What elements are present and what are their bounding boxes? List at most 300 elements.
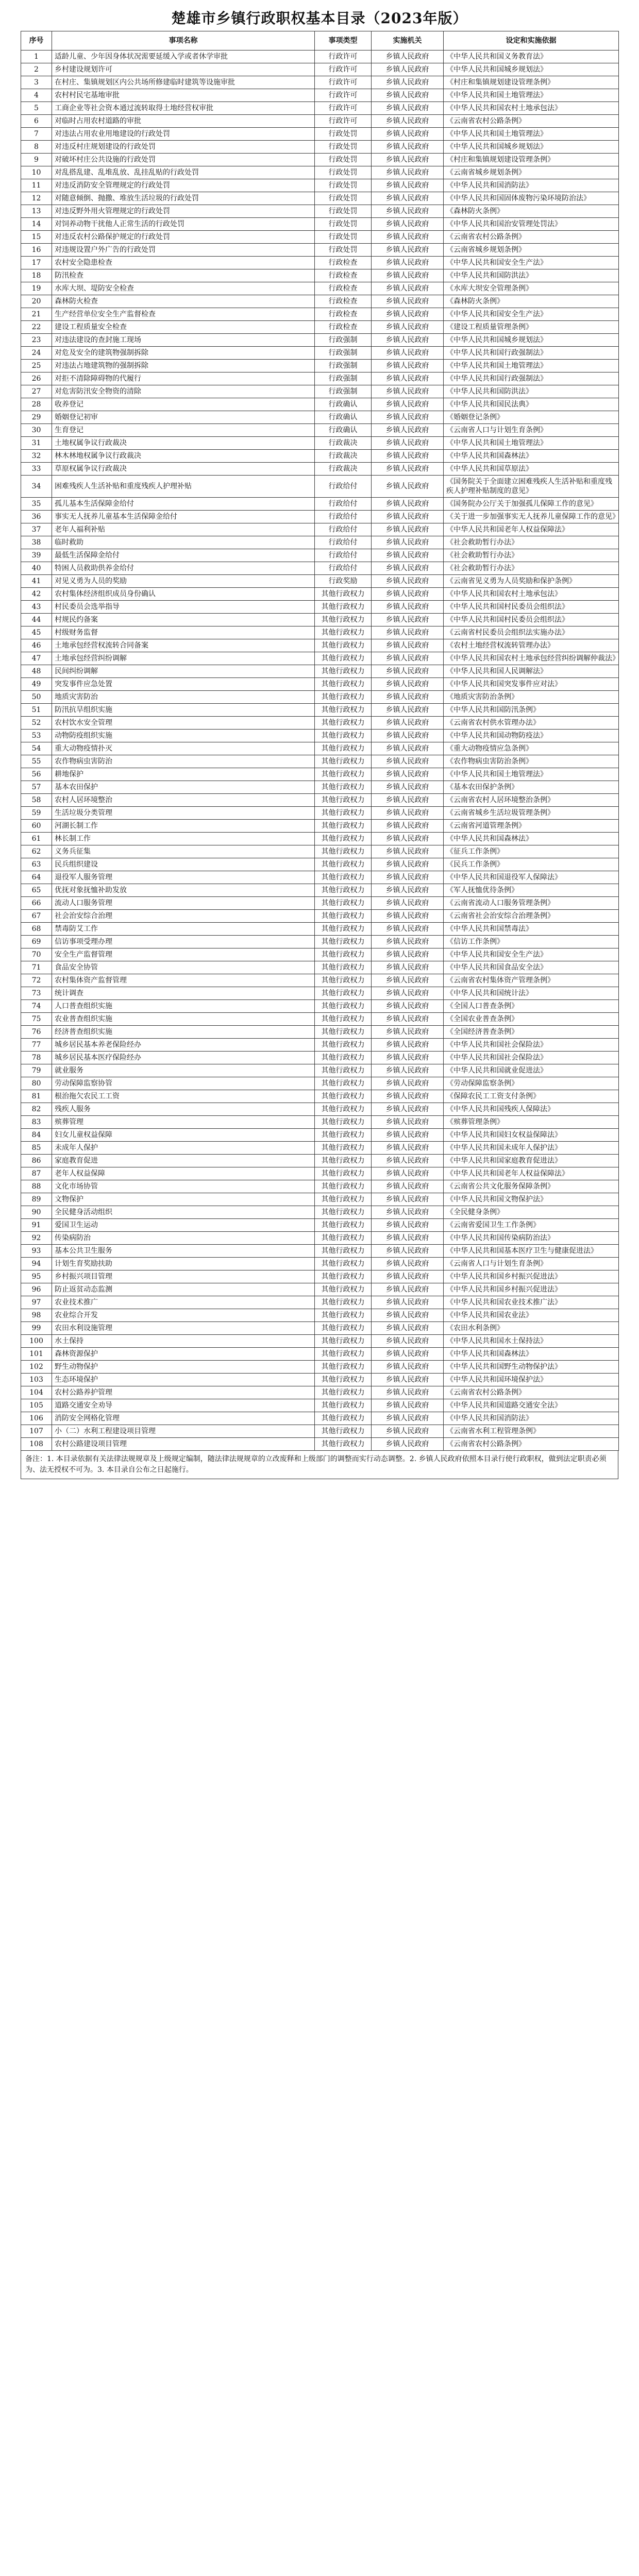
cell-no: 91 bbox=[21, 1219, 52, 1232]
table-row bbox=[21, 755, 619, 768]
cell-subject: 乡镇人民政府 bbox=[372, 334, 444, 347]
cell-type: 其他行政权力 bbox=[315, 1090, 372, 1103]
cell-no: 37 bbox=[21, 523, 52, 536]
cell-no: 106 bbox=[21, 1412, 52, 1425]
cell-basis: 《中华人民共和国农业技术推广法》 bbox=[444, 1296, 619, 1309]
cell-no: 49 bbox=[21, 678, 52, 691]
cell-subject: 乡镇人民政府 bbox=[372, 781, 444, 794]
cell-type: 其他行政权力 bbox=[315, 717, 372, 730]
cell-no: 3 bbox=[21, 76, 52, 89]
cell-basis: 《中华人民共和国草原法》 bbox=[444, 463, 619, 476]
cell-basis: 《中华人民共和国行政强制法》 bbox=[444, 347, 619, 360]
cell-no: 88 bbox=[21, 1180, 52, 1193]
notes-footer: 备注：1. 本目录依据有关法律法规规章及上级规定编制，随法律法规规章的立改废释和上级部门的调整而实行动态调整。2. 乡镇人民政府依照本目录行使行政职权，做到法定职责必须为、法无授权不可为。3. 本目录自公布之日起施行。 bbox=[21, 1451, 618, 1479]
cell-name: 就业服务 bbox=[52, 1064, 315, 1077]
cell-subject: 乡镇人民政府 bbox=[372, 1322, 444, 1335]
cell-no: 83 bbox=[21, 1116, 52, 1129]
cell-no: 79 bbox=[21, 1064, 52, 1077]
cell-type: 行政强制 bbox=[315, 385, 372, 398]
cell-type: 其他行政权力 bbox=[315, 678, 372, 691]
cell-type: 行政许可 bbox=[315, 89, 372, 102]
cell-basis: 《云南省社会治安综合治理条例》 bbox=[444, 910, 619, 923]
table-row bbox=[21, 730, 619, 742]
cell-name: 对违反农村公路保护规定的行政处罚 bbox=[52, 231, 315, 244]
cell-no: 50 bbox=[21, 691, 52, 704]
table-row bbox=[21, 910, 619, 923]
cell-name: 草原权属争议行政裁决 bbox=[52, 463, 315, 476]
cell-subject: 乡镇人民政府 bbox=[372, 601, 444, 614]
cell-no: 41 bbox=[21, 575, 52, 588]
table-row bbox=[21, 948, 619, 961]
cell-subject: 乡镇人民政府 bbox=[372, 1090, 444, 1103]
cell-basis: 《中华人民共和国农村土地承包法》 bbox=[444, 588, 619, 601]
table-row bbox=[21, 1039, 619, 1052]
table-row bbox=[21, 437, 619, 450]
cell-type: 其他行政权力 bbox=[315, 755, 372, 768]
table-row bbox=[21, 601, 619, 614]
cell-name: 适龄儿童、少年因身体状况需要延缓入学或者休学审批 bbox=[52, 50, 315, 63]
cell-type: 行政许可 bbox=[315, 63, 372, 76]
table-row bbox=[21, 1026, 619, 1039]
cell-subject: 乡镇人民政府 bbox=[372, 1013, 444, 1026]
cell-basis: 《社会救助暂行办法》 bbox=[444, 536, 619, 549]
cell-name: 最低生活保障金给付 bbox=[52, 549, 315, 562]
table-row bbox=[21, 321, 619, 334]
cell-basis: 《中华人民共和国农村土地承包法》 bbox=[444, 102, 619, 115]
cell-name: 统计调查 bbox=[52, 987, 315, 1000]
cell-subject: 乡镇人民政府 bbox=[372, 588, 444, 601]
cell-name: 人口普查组织实施 bbox=[52, 1000, 315, 1013]
cell-type: 其他行政权力 bbox=[315, 1206, 372, 1219]
cell-no: 13 bbox=[21, 205, 52, 218]
cell-name: 生态环境保护 bbox=[52, 1374, 315, 1386]
cell-basis: 《农作物病虫害防治条例》 bbox=[444, 755, 619, 768]
cell-subject: 乡镇人民政府 bbox=[372, 897, 444, 910]
cell-basis: 《全民健身条例》 bbox=[444, 1206, 619, 1219]
cell-type: 其他行政权力 bbox=[315, 820, 372, 833]
cell-no: 2 bbox=[21, 63, 52, 76]
cell-type: 其他行政权力 bbox=[315, 665, 372, 678]
header-type: 事项类型 bbox=[315, 31, 372, 50]
cell-subject: 乡镇人民政府 bbox=[372, 89, 444, 102]
cell-subject: 乡镇人民政府 bbox=[372, 652, 444, 665]
table-row bbox=[21, 987, 619, 1000]
cell-name: 老年人权益保障 bbox=[52, 1167, 315, 1180]
table-row bbox=[21, 781, 619, 794]
cell-basis: 《中华人民共和国文物保护法》 bbox=[444, 1193, 619, 1206]
cell-no: 99 bbox=[21, 1322, 52, 1335]
cell-name: 土地承包经营权流转合同备案 bbox=[52, 639, 315, 652]
cell-basis: 《中华人民共和国安全生产法》 bbox=[444, 308, 619, 321]
cell-no: 19 bbox=[21, 282, 52, 295]
table-row bbox=[21, 575, 619, 588]
cell-type: 行政给付 bbox=[315, 536, 372, 549]
table-row bbox=[21, 858, 619, 871]
cell-basis: 《中华人民共和国食品安全法》 bbox=[444, 961, 619, 974]
cell-no: 63 bbox=[21, 858, 52, 871]
cell-subject: 乡镇人民政府 bbox=[372, 1399, 444, 1412]
cell-basis: 《中华人民共和国妇女权益保障法》 bbox=[444, 1129, 619, 1142]
cell-basis: 《云南省农村公路条例》 bbox=[444, 231, 619, 244]
table-row bbox=[21, 511, 619, 523]
table-row bbox=[21, 347, 619, 360]
table-row bbox=[21, 1374, 619, 1386]
cell-basis: 《重大动物疫情应急条例》 bbox=[444, 742, 619, 755]
cell-basis: 《中华人民共和国未成年人保护法》 bbox=[444, 1142, 619, 1155]
table-row bbox=[21, 1155, 619, 1167]
cell-basis: 《云南省爱国卫生工作条例》 bbox=[444, 1219, 619, 1232]
cell-name: 地质灾害防治 bbox=[52, 691, 315, 704]
table-row bbox=[21, 128, 619, 141]
table-row bbox=[21, 652, 619, 665]
cell-no: 84 bbox=[21, 1129, 52, 1142]
cell-subject: 乡镇人民政府 bbox=[372, 1116, 444, 1129]
cell-subject: 乡镇人民政府 bbox=[372, 218, 444, 231]
cell-type: 其他行政权力 bbox=[315, 1129, 372, 1142]
cell-type: 其他行政权力 bbox=[315, 910, 372, 923]
cell-subject: 乡镇人民政府 bbox=[372, 1129, 444, 1142]
cell-no: 68 bbox=[21, 923, 52, 936]
table-row bbox=[21, 1077, 619, 1090]
header-basis: 设定和实施依据 bbox=[444, 31, 619, 50]
cell-subject: 乡镇人民政府 bbox=[372, 1193, 444, 1206]
cell-type: 其他行政权力 bbox=[315, 1232, 372, 1245]
cell-type: 行政裁决 bbox=[315, 463, 372, 476]
cell-basis: 《中华人民共和国土地管理法》 bbox=[444, 89, 619, 102]
cell-basis: 《云南省农村公路条例》 bbox=[444, 1438, 619, 1451]
table-row bbox=[21, 1000, 619, 1013]
cell-subject: 乡镇人民政府 bbox=[372, 1245, 444, 1258]
cell-subject: 乡镇人民政府 bbox=[372, 1309, 444, 1322]
table-row bbox=[21, 385, 619, 398]
cell-no: 72 bbox=[21, 974, 52, 987]
table-row bbox=[21, 704, 619, 717]
cell-no: 47 bbox=[21, 652, 52, 665]
table-row bbox=[21, 1129, 619, 1142]
cell-type: 行政检查 bbox=[315, 295, 372, 308]
cell-type: 行政强制 bbox=[315, 360, 372, 372]
table-row bbox=[21, 1219, 619, 1232]
cell-name: 农村集体经济组织成员身份确认 bbox=[52, 588, 315, 601]
table-row bbox=[21, 179, 619, 192]
cell-no: 9 bbox=[21, 154, 52, 166]
cell-type: 其他行政权力 bbox=[315, 1438, 372, 1451]
cell-subject: 乡镇人民政府 bbox=[372, 476, 444, 498]
cell-subject: 乡镇人民政府 bbox=[372, 1258, 444, 1270]
cell-no: 73 bbox=[21, 987, 52, 1000]
cell-name: 农田水利设施管理 bbox=[52, 1322, 315, 1335]
cell-name: 对违反野外用火管理规定的行政处罚 bbox=[52, 205, 315, 218]
cell-name: 森林资源保护 bbox=[52, 1348, 315, 1361]
cell-no: 76 bbox=[21, 1026, 52, 1039]
cell-no: 1 bbox=[21, 50, 52, 63]
cell-type: 行政许可 bbox=[315, 115, 372, 128]
cell-type: 其他行政权力 bbox=[315, 884, 372, 897]
cell-basis: 《中华人民共和国乡村振兴促进法》 bbox=[444, 1283, 619, 1296]
cell-name: 林长制工作 bbox=[52, 833, 315, 845]
table-row bbox=[21, 588, 619, 601]
cell-no: 94 bbox=[21, 1258, 52, 1270]
table-header-row bbox=[21, 31, 619, 50]
cell-no: 87 bbox=[21, 1167, 52, 1180]
cell-name: 对乱搭乱建、乱堆乱放、乱挂乱贴的行政处罚 bbox=[52, 166, 315, 179]
cell-name: 村规民约备案 bbox=[52, 614, 315, 626]
cell-subject: 乡镇人民政府 bbox=[372, 691, 444, 704]
cell-name: 劳动保障监察协管 bbox=[52, 1077, 315, 1090]
cell-basis: 《森林防火条例》 bbox=[444, 295, 619, 308]
table-row bbox=[21, 897, 619, 910]
cell-subject: 乡镇人民政府 bbox=[372, 768, 444, 781]
cell-type: 行政确认 bbox=[315, 411, 372, 424]
cell-name: 生产经营单位安全生产监督检查 bbox=[52, 308, 315, 321]
cell-type: 其他行政权力 bbox=[315, 1309, 372, 1322]
table-row bbox=[21, 678, 619, 691]
cell-subject: 乡镇人民政府 bbox=[372, 1232, 444, 1245]
cell-basis: 《中华人民共和国动物防疫法》 bbox=[444, 730, 619, 742]
table-row bbox=[21, 974, 619, 987]
table-row bbox=[21, 833, 619, 845]
cell-no: 96 bbox=[21, 1283, 52, 1296]
cell-basis: 《建设工程质量管理条例》 bbox=[444, 321, 619, 334]
cell-name: 对拒不清除障碍物的代履行 bbox=[52, 372, 315, 385]
table-row bbox=[21, 871, 619, 884]
cell-subject: 乡镇人民政府 bbox=[372, 1180, 444, 1193]
cell-name: 农村集体资产监督管理 bbox=[52, 974, 315, 987]
cell-no: 103 bbox=[21, 1374, 52, 1386]
cell-no: 101 bbox=[21, 1348, 52, 1361]
cell-subject: 乡镇人民政府 bbox=[372, 614, 444, 626]
table-row bbox=[21, 549, 619, 562]
cell-no: 66 bbox=[21, 897, 52, 910]
cell-subject: 乡镇人民政府 bbox=[372, 257, 444, 269]
cell-subject: 乡镇人民政府 bbox=[372, 1026, 444, 1039]
table-row bbox=[21, 1052, 619, 1064]
cell-subject: 乡镇人民政府 bbox=[372, 424, 444, 437]
header-name: 事项名称 bbox=[52, 31, 315, 50]
cell-no: 17 bbox=[21, 257, 52, 269]
cell-subject: 乡镇人民政府 bbox=[372, 166, 444, 179]
table-row bbox=[21, 282, 619, 295]
cell-subject: 乡镇人民政府 bbox=[372, 102, 444, 115]
cell-subject: 乡镇人民政府 bbox=[372, 923, 444, 936]
cell-basis: 《中华人民共和国社会保险法》 bbox=[444, 1039, 619, 1052]
cell-name: 城乡居民基本养老保险经办 bbox=[52, 1039, 315, 1052]
cell-basis: 《中华人民共和国土地管理法》 bbox=[444, 128, 619, 141]
table-row bbox=[21, 1206, 619, 1219]
table-row bbox=[21, 523, 619, 536]
cell-no: 107 bbox=[21, 1425, 52, 1438]
cell-name: 林木林地权属争议行政裁决 bbox=[52, 450, 315, 463]
table-row bbox=[21, 295, 619, 308]
cell-subject: 乡镇人民政府 bbox=[372, 961, 444, 974]
cell-no: 100 bbox=[21, 1335, 52, 1348]
cell-name: 基本农田保护 bbox=[52, 781, 315, 794]
cell-type: 其他行政权力 bbox=[315, 807, 372, 820]
cell-name: 社会治安综合治理 bbox=[52, 910, 315, 923]
cell-basis: 《中华人民共和国城乡规划法》 bbox=[444, 334, 619, 347]
catalog-body bbox=[21, 50, 619, 1451]
cell-no: 33 bbox=[21, 463, 52, 476]
cell-type: 行政处罚 bbox=[315, 128, 372, 141]
cell-type: 其他行政权力 bbox=[315, 1412, 372, 1425]
table-row bbox=[21, 115, 619, 128]
cell-type: 其他行政权力 bbox=[315, 1219, 372, 1232]
cell-type: 行政给付 bbox=[315, 511, 372, 523]
table-row bbox=[21, 923, 619, 936]
cell-no: 20 bbox=[21, 295, 52, 308]
cell-subject: 乡镇人民政府 bbox=[372, 1374, 444, 1386]
cell-basis: 《中华人民共和国防洪法》 bbox=[444, 385, 619, 398]
cell-type: 其他行政权力 bbox=[315, 1039, 372, 1052]
cell-type: 行政强制 bbox=[315, 372, 372, 385]
cell-subject: 乡镇人民政府 bbox=[372, 76, 444, 89]
cell-name: 耕地保护 bbox=[52, 768, 315, 781]
cell-no: 25 bbox=[21, 360, 52, 372]
cell-no: 28 bbox=[21, 398, 52, 411]
table-row bbox=[21, 1013, 619, 1026]
cell-no: 36 bbox=[21, 511, 52, 523]
cell-no: 92 bbox=[21, 1232, 52, 1245]
cell-no: 60 bbox=[21, 820, 52, 833]
cell-type: 行政处罚 bbox=[315, 218, 372, 231]
table-row bbox=[21, 1283, 619, 1296]
cell-no: 93 bbox=[21, 1245, 52, 1258]
cell-subject: 乡镇人民政府 bbox=[372, 231, 444, 244]
cell-name: 动物防疫组织实施 bbox=[52, 730, 315, 742]
cell-basis: 《中华人民共和国土地管理法》 bbox=[444, 360, 619, 372]
cell-no: 65 bbox=[21, 884, 52, 897]
cell-name: 对危害防汛安全物资的清除 bbox=[52, 385, 315, 398]
table-row bbox=[21, 450, 619, 463]
table-row bbox=[21, 1386, 619, 1399]
cell-subject: 乡镇人民政府 bbox=[372, 1412, 444, 1425]
cell-subject: 乡镇人民政府 bbox=[372, 1103, 444, 1116]
cell-no: 59 bbox=[21, 807, 52, 820]
cell-no: 70 bbox=[21, 948, 52, 961]
cell-type: 其他行政权力 bbox=[315, 936, 372, 948]
cell-subject: 乡镇人民政府 bbox=[372, 205, 444, 218]
table-row bbox=[21, 63, 619, 76]
cell-no: 102 bbox=[21, 1361, 52, 1374]
cell-basis: 《中华人民共和国防洪法》 bbox=[444, 269, 619, 282]
cell-basis: 《基本农田保护条例》 bbox=[444, 781, 619, 794]
cell-basis: 《民兵工作条例》 bbox=[444, 858, 619, 871]
cell-name: 生育登记 bbox=[52, 424, 315, 437]
table-row bbox=[21, 961, 619, 974]
cell-subject: 乡镇人民政府 bbox=[372, 639, 444, 652]
cell-no: 7 bbox=[21, 128, 52, 141]
table-row bbox=[21, 1064, 619, 1077]
cell-no: 34 bbox=[21, 476, 52, 498]
table-row bbox=[21, 244, 619, 257]
cell-no: 97 bbox=[21, 1296, 52, 1309]
cell-type: 其他行政权力 bbox=[315, 626, 372, 639]
cell-name: 民间纠纷调解 bbox=[52, 665, 315, 678]
cell-basis: 《云南省农村供水管理办法》 bbox=[444, 717, 619, 730]
cell-name: 退役军人服务管理 bbox=[52, 871, 315, 884]
cell-basis: 《村庄和集镇规划建设管理条例》 bbox=[444, 154, 619, 166]
cell-basis: 《中华人民共和国消防法》 bbox=[444, 1412, 619, 1425]
cell-no: 24 bbox=[21, 347, 52, 360]
cell-type: 其他行政权力 bbox=[315, 1270, 372, 1283]
cell-subject: 乡镇人民政府 bbox=[372, 910, 444, 923]
cell-no: 31 bbox=[21, 437, 52, 450]
document-title: 楚雄市乡镇行政职权基本目录（2023年版） bbox=[171, 10, 468, 27]
cell-basis: 《中华人民共和国土地管理法》 bbox=[444, 768, 619, 781]
cell-no: 40 bbox=[21, 562, 52, 575]
table-row bbox=[21, 614, 619, 626]
cell-no: 10 bbox=[21, 166, 52, 179]
cell-subject: 乡镇人民政府 bbox=[372, 1155, 444, 1167]
cell-no: 15 bbox=[21, 231, 52, 244]
cell-subject: 乡镇人民政府 bbox=[372, 463, 444, 476]
cell-name: 村民委员会选举指导 bbox=[52, 601, 315, 614]
cell-basis: 《中华人民共和国固体废物污染环境防治法》 bbox=[444, 192, 619, 205]
cell-type: 行政处罚 bbox=[315, 154, 372, 166]
table-row bbox=[21, 1180, 619, 1193]
cell-subject: 乡镇人民政府 bbox=[372, 717, 444, 730]
cell-no: 12 bbox=[21, 192, 52, 205]
catalog-table bbox=[21, 31, 619, 1451]
cell-type: 其他行政权力 bbox=[315, 1103, 372, 1116]
cell-name: 计划生育奖励扶助 bbox=[52, 1258, 315, 1270]
cell-no: 89 bbox=[21, 1193, 52, 1206]
cell-subject: 乡镇人民政府 bbox=[372, 871, 444, 884]
cell-basis: 《中华人民共和国安全生产法》 bbox=[444, 257, 619, 269]
cell-no: 108 bbox=[21, 1438, 52, 1451]
cell-basis: 《农田水利条例》 bbox=[444, 1322, 619, 1335]
cell-type: 其他行政权力 bbox=[315, 1026, 372, 1039]
table-row bbox=[21, 845, 619, 858]
cell-subject: 乡镇人民政府 bbox=[372, 244, 444, 257]
table-row bbox=[21, 269, 619, 282]
cell-type: 行政确认 bbox=[315, 424, 372, 437]
cell-name: 河湖长制工作 bbox=[52, 820, 315, 833]
cell-no: 104 bbox=[21, 1386, 52, 1399]
cell-subject: 乡镇人民政府 bbox=[372, 742, 444, 755]
cell-basis: 《地质灾害防治条例》 bbox=[444, 691, 619, 704]
cell-basis: 《征兵工作条例》 bbox=[444, 845, 619, 858]
table-row bbox=[21, 1103, 619, 1116]
cell-type: 其他行政权力 bbox=[315, 1335, 372, 1348]
cell-type: 其他行政权力 bbox=[315, 1425, 372, 1438]
cell-no: 74 bbox=[21, 1000, 52, 1013]
cell-no: 77 bbox=[21, 1039, 52, 1052]
cell-type: 其他行政权力 bbox=[315, 1000, 372, 1013]
cell-name: 对临时占用农村道路的审批 bbox=[52, 115, 315, 128]
cell-type: 其他行政权力 bbox=[315, 742, 372, 755]
cell-name: 民兵组织建设 bbox=[52, 858, 315, 871]
cell-subject: 乡镇人民政府 bbox=[372, 282, 444, 295]
cell-no: 8 bbox=[21, 141, 52, 154]
cell-subject: 乡镇人民政府 bbox=[372, 437, 444, 450]
cell-type: 其他行政权力 bbox=[315, 614, 372, 626]
table-row bbox=[21, 807, 619, 820]
cell-basis: 《中华人民共和国治安管理处罚法》 bbox=[444, 218, 619, 231]
cell-name: 优抚对象抚恤补助发放 bbox=[52, 884, 315, 897]
cell-name: 土地承包经营纠纷调解 bbox=[52, 652, 315, 665]
table-row bbox=[21, 1296, 619, 1309]
cell-basis: 《云南省农村集体资产管理条例》 bbox=[444, 974, 619, 987]
cell-basis: 《中华人民共和国防汛条例》 bbox=[444, 704, 619, 717]
cell-no: 80 bbox=[21, 1077, 52, 1090]
cell-type: 行政处罚 bbox=[315, 205, 372, 218]
cell-name: 农业综合开发 bbox=[52, 1309, 315, 1322]
cell-no: 81 bbox=[21, 1090, 52, 1103]
cell-no: 22 bbox=[21, 321, 52, 334]
cell-type: 其他行政权力 bbox=[315, 833, 372, 845]
cell-name: 对违反村庄规划建设的行政处罚 bbox=[52, 141, 315, 154]
